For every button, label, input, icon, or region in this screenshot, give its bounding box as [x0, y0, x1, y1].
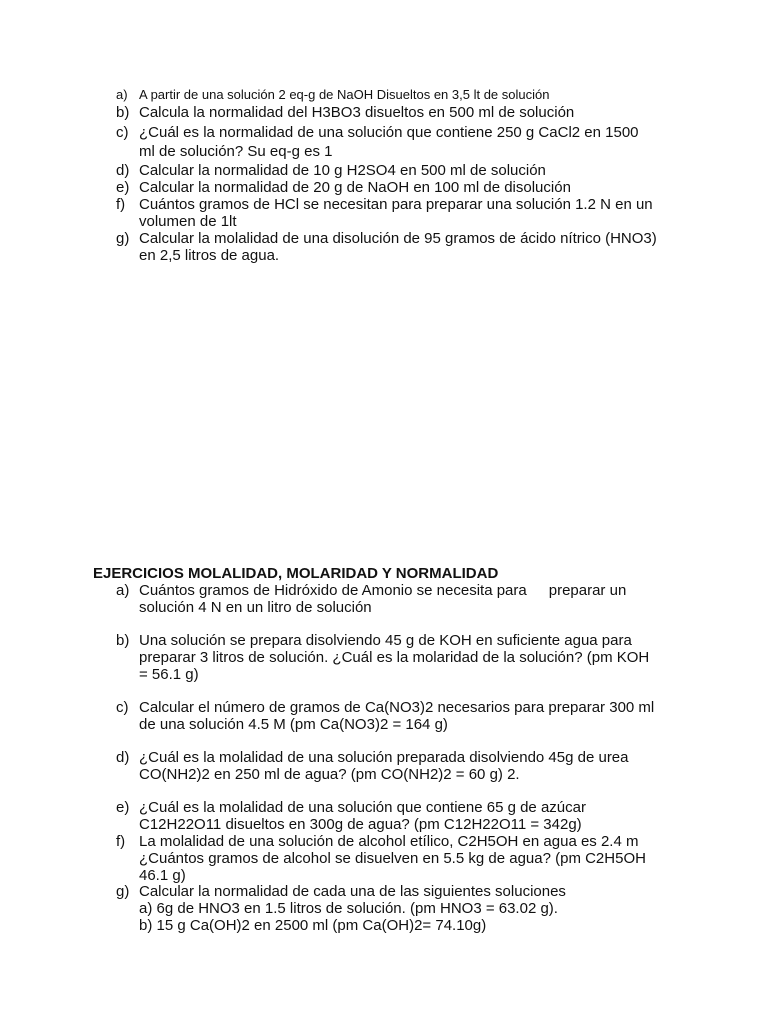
list-item-text: CO(NH2)2 en 250 ml de agua? (pm CO(NH2)2 = 60 g) 2. — [139, 766, 520, 783]
list-item-text-line — [139, 582, 626, 599]
list-item-text: preparar 3 litros de solución. ¿Cuál es la molaridad de la solución? (pm KOH — [139, 649, 650, 666]
list-item-text: Calcular la normalidad de 20 g de NaOH en 100 ml de disolución — [139, 179, 571, 196]
list-item-text: preparar un — [548, 582, 627, 599]
list-marker: e) — [116, 179, 130, 196]
list-marker: g) — [116, 230, 130, 247]
list-item-text: ¿Cuál es la molalidad de una solución preparada disolviendo 45g de urea — [139, 749, 629, 766]
list-item-text: a) 6g de HNO3 en 1.5 litros de solución. (pm HNO3 = 63.02 g). — [139, 900, 558, 917]
list-item-text: La molalidad de una solución de alcohol etílico, C2H5OH en agua es 2.4 m — [139, 833, 639, 850]
list-marker: e) — [116, 799, 130, 816]
list-item-text: C12H22O11 disueltos en 300g de agua? (pm C12H22O11 = 342g) — [139, 816, 582, 833]
list-item-text: ¿Cuál es la normalidad de una solución que contiene 250 g CaCl2 en 1500 — [139, 124, 639, 141]
list-item-text: ¿Cuál es la molalidad de una solución que contiene 65 g de azúcar — [139, 799, 586, 816]
section-heading: EJERCICIOS MOLALIDAD, MOLARIDAD Y NORMALIDAD — [93, 565, 499, 582]
list-marker: f) — [116, 833, 126, 850]
list-item-text: Una solución se prepara disolviendo 45 g de KOH en suficiente agua para — [139, 632, 632, 649]
list-marker: b) — [116, 632, 130, 649]
list-item-text: en 2,5 litros de agua. — [139, 247, 280, 264]
list-item-text: Calcular la normalidad de cada una de las siguientes soluciones — [139, 883, 566, 900]
list-marker: b) — [116, 104, 130, 121]
list-marker: a) — [116, 87, 128, 102]
list-marker: c) — [116, 124, 129, 141]
list-item-text: b) 15 g Ca(OH)2 en 2500 ml (pm Ca(OH)2= 74.10g) — [139, 917, 487, 934]
list-item-text: Calcular el número de gramos de Ca(NO3)2 necesarios para preparar 300 ml — [139, 699, 655, 716]
list-item-text: ¿Cuántos gramos de alcohol se disuelven en 5.5 kg de agua? (pm C2H5OH — [139, 850, 646, 867]
list-item-text: = 56.1 g) — [139, 666, 199, 683]
list-item-text: solución 4 N en un litro de solución — [139, 599, 372, 616]
list-marker: f) — [116, 196, 126, 213]
list-item-text: Calcula la normalidad del H3BO3 disueltos en 500 ml de solución — [139, 104, 575, 121]
list-item-text: volumen de 1lt — [139, 213, 237, 230]
list-item-text: de una solución 4.5 M (pm Ca(NO3)2 = 164 g) — [139, 716, 448, 733]
list-item-text: Cuántos gramos de HCl se necesitan para preparar una solución 1.2 N en un — [139, 196, 653, 213]
list-item-text: Cuántos gramos de Hidróxido de Amonio se necesita para — [139, 582, 527, 599]
list-marker: a) — [116, 582, 130, 599]
list-item-text: Calcular la molalidad de una disolución de 95 gramos de ácido nítrico (HNO3) — [139, 230, 657, 247]
list-marker: c) — [116, 699, 129, 716]
list-item-text: 46.1 g) — [139, 867, 186, 884]
list-marker: d) — [116, 162, 130, 179]
list-marker: g) — [116, 883, 130, 900]
list-item-text: A partir de una solución 2 eq-g de NaOH Disueltos en 3,5 lt de solución — [139, 87, 550, 102]
list-item-text: Calcular la normalidad de 10 g H2SO4 en 500 ml de solución — [139, 162, 546, 179]
list-marker: d) — [116, 749, 130, 766]
list-item-text: ml de solución? Su eq-g es 1 — [139, 143, 333, 160]
